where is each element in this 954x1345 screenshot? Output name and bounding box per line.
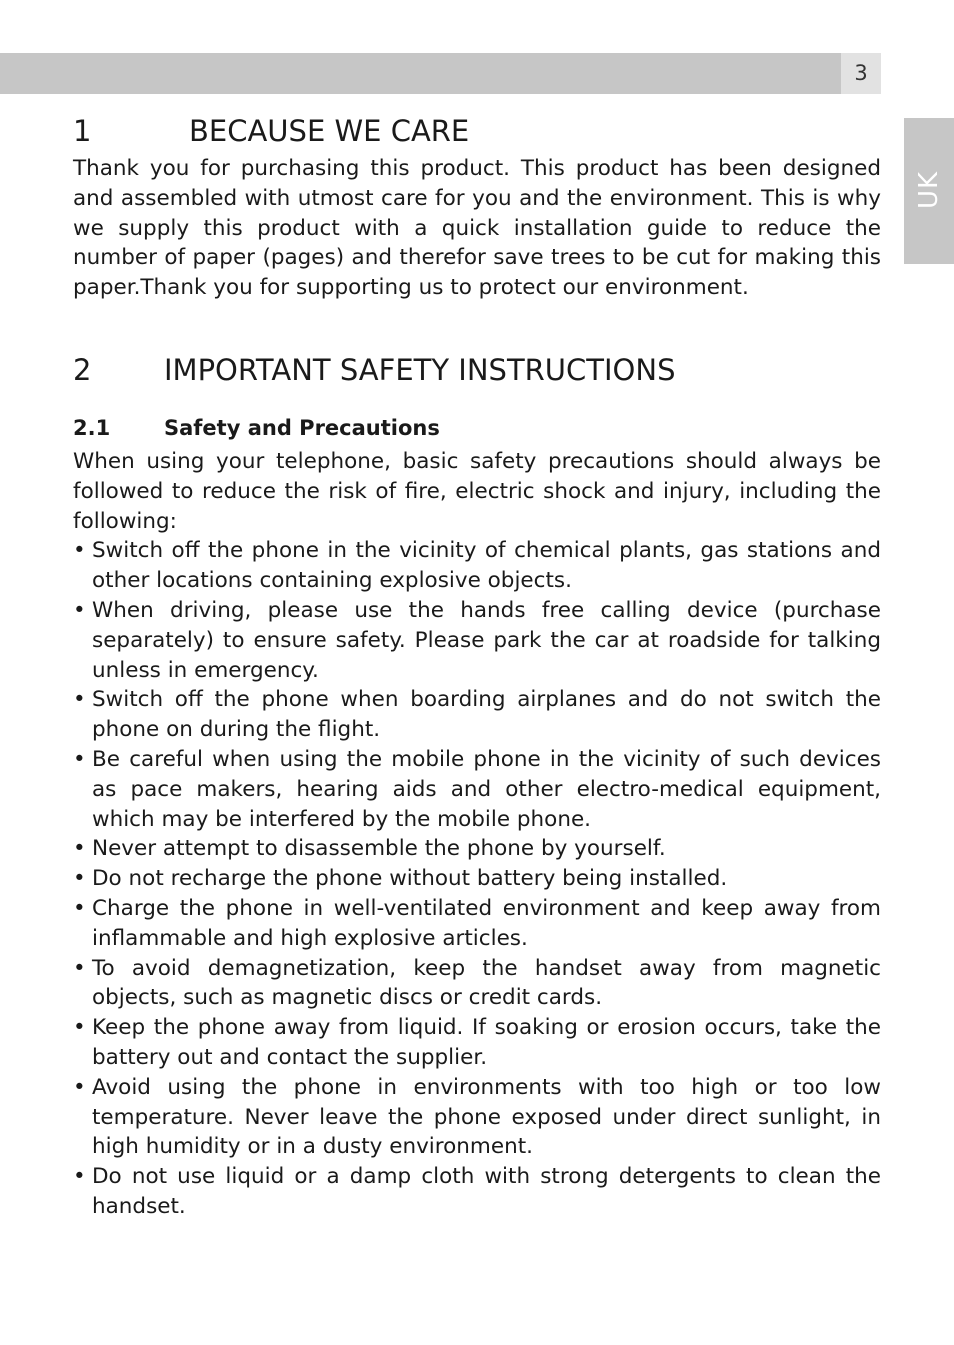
safety-item: • To avoid demagnetization, keep the handset away from magnetic objects, such as magnetic discs or credit cards. bbox=[73, 954, 881, 1014]
safety-item: • Switch off the phone when boarding airplanes and do not switch the phone on during the flight. bbox=[73, 685, 881, 745]
page-number: 3 bbox=[841, 53, 881, 94]
section-1-number: 1 bbox=[73, 114, 92, 148]
section-2-number: 2 bbox=[73, 352, 92, 387]
page-content bbox=[73, 110, 881, 1222]
subsection-2-1-heading bbox=[73, 413, 881, 443]
safety-item: • Keep the phone away from liquid. If soaking or erosion occurs, take the battery out and contact the supplier. bbox=[73, 1013, 881, 1073]
section-1-body: Thank you for purchasing this product. This product has been designed and assembled with utmost care for you and the environment. This is why we supply this product with a quick installation guide to reduce the number of paper (pages) and therefor save trees to be cut for making this paper.Thank you for supporting us to protect our environment. bbox=[73, 156, 881, 301]
safety-item: • Be careful when using the mobile phone in the vicinity of such devices as pace makers, hearing aids and other electro-medical equipment, which may be interfered by the mobile phone. bbox=[73, 745, 881, 834]
subsection-2-1-title: Safety and Precautions bbox=[164, 415, 440, 440]
section-2-title: IMPORTANT SAFETY INSTRUCTIONS bbox=[164, 352, 676, 387]
language-tab-label: UK bbox=[914, 170, 944, 210]
safety-item: • Do not use liquid or a damp cloth with strong detergents to clean the handset. bbox=[73, 1162, 881, 1222]
section-2-heading bbox=[73, 349, 881, 391]
header-bar bbox=[0, 53, 841, 94]
safety-item: • When driving, please use the hands free calling device (purchase separately) to ensure safety. Please park the car at roadside for talking unless in emergency. bbox=[73, 596, 881, 685]
safety-item: • Never attempt to disassemble the phone by yourself. bbox=[73, 834, 881, 864]
section-1-title: BECAUSE WE CARE bbox=[189, 114, 470, 148]
safety-item: • Charge the phone in well-ventilated environment and keep away from inflammable and high explosive articles. bbox=[73, 894, 881, 954]
safety-item: • Do not recharge the phone without battery being installed. bbox=[73, 864, 881, 894]
language-tab bbox=[904, 118, 954, 264]
subsection-2-1-number: 2.1 bbox=[73, 415, 111, 440]
section-1-heading bbox=[73, 110, 881, 152]
safety-item: • Avoid using the phone in environments with too high or too low temperature. Never leave the phone exposed under direct sunlight, in high humidity or in a dusty environment. bbox=[73, 1073, 881, 1162]
safety-item: • Switch off the phone in the vicinity of chemical plants, gas stations and other locations containing explosive objects. bbox=[73, 536, 881, 596]
subsection-2-1-intro: When using your telephone, basic safety precautions should always be followed to reduce the risk of fire, electric shock and injury, including the following: bbox=[73, 448, 881, 534]
safety-list bbox=[73, 536, 881, 1221]
